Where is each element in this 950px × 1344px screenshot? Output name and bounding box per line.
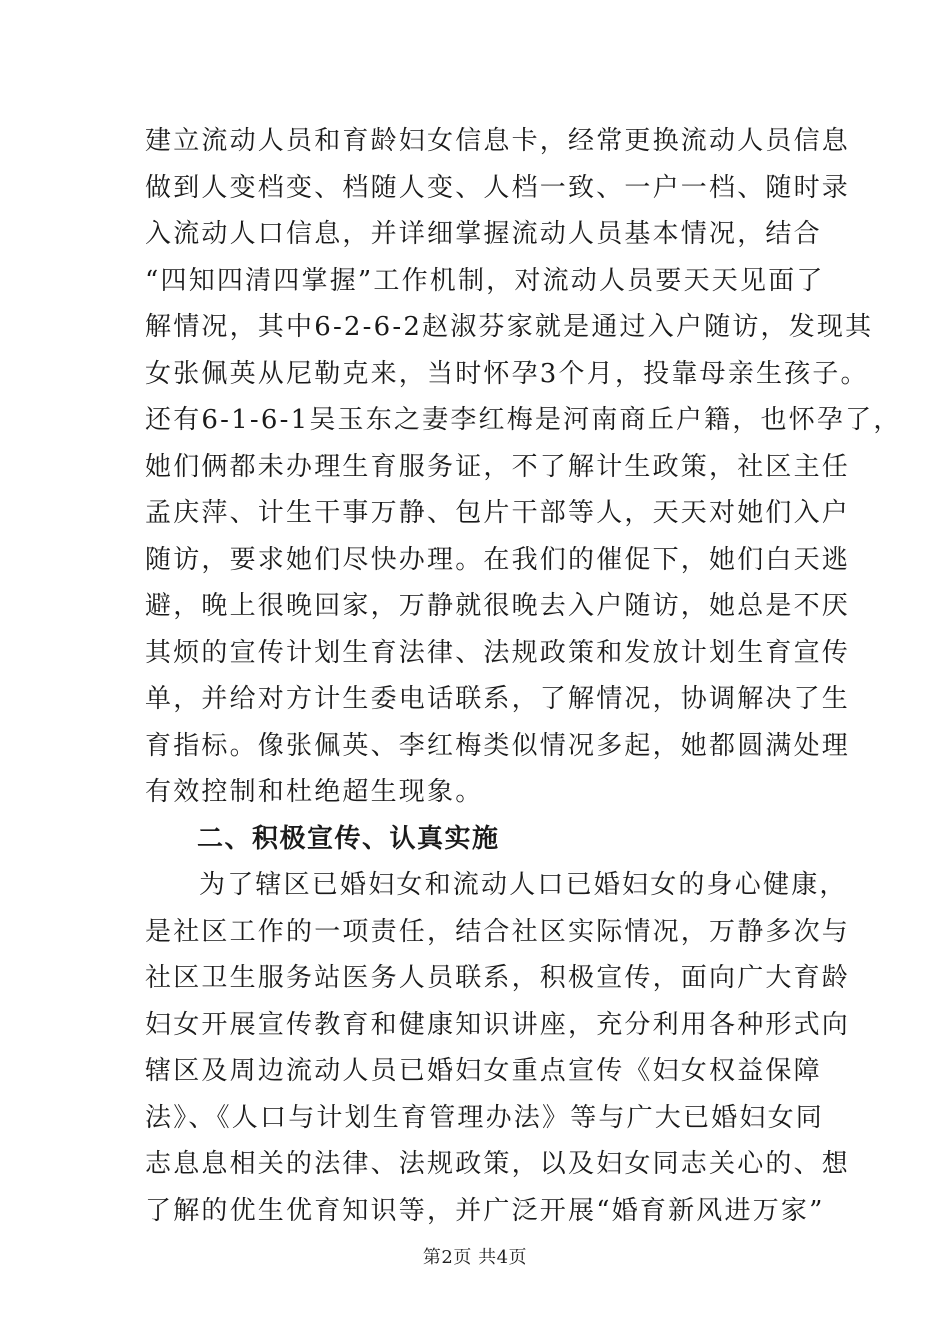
paragraph-line: 女张佩英从尼勒克来，当时怀孕3个月，投靠母亲生孩子。 bbox=[145, 358, 869, 389]
paragraph-line: 建立流动人员和育龄妇女信息卡，经常更换流动人员信息 bbox=[145, 126, 851, 156]
paragraph-line: 避，晚上很晚回家，万静就很晚去入户随访，她总是不厌 bbox=[145, 591, 851, 621]
paragraph-line: 孟庆萍、计生干事万静、包片干部等人，天天对她们入户 bbox=[145, 498, 851, 528]
paragraph-line: 单，并给对方计生委电话联系，了解情况，协调解决了生 bbox=[145, 684, 851, 714]
paragraph-line: 辖区及周边流动人员已婚妇女重点宣传《妇女权益保障 bbox=[145, 1056, 822, 1086]
paragraph-line: 法》、《人口与计划生育管理办法》等与广大已婚妇女同 bbox=[145, 1102, 825, 1133]
paragraph-line: 社区卫生服务站医务人员联系，积极宣传，面向广大育龄 bbox=[145, 963, 851, 993]
paragraph-line: 是社区工作的一项责任，结合社区实际情况，万静多次与 bbox=[145, 916, 851, 947]
paragraph-line: 有效控制和杜绝超生现象。 bbox=[145, 777, 484, 807]
section-heading: 二、积极宣传、认真实施 bbox=[197, 823, 500, 854]
paragraph-line: 育指标。像张佩英、李红梅类似情况多起，她都圆满处理 bbox=[145, 730, 851, 761]
paragraph-line: 她们俩都未办理生育服务证，不了解计生政策，社区主任 bbox=[145, 451, 851, 482]
paragraph-line: 妇女开展宣传教育和健康知识讲座，充分利用各种形式向 bbox=[145, 1009, 851, 1040]
paragraph-line: 随访，要求她们尽快办理。在我们的催促下，她们白天逃 bbox=[145, 544, 851, 575]
paragraph-line: 入流动人口信息，并详细掌握流动人员基本情况，结合 bbox=[145, 219, 822, 249]
paragraph-line: 为了辖区已婚妇女和流动人口已婚妇女的身心健康， bbox=[199, 870, 848, 900]
page-footer: 第2页 共4页 bbox=[422, 1247, 528, 1268]
paragraph-line: 其烦的宣传计划生育法律、法规政策和发放计划生育宣传 bbox=[145, 637, 851, 668]
paragraph-line: 做到人变档变、档随人变、人档一致、一户一档、随时录 bbox=[145, 172, 851, 203]
paragraph-line: 解情况，其中6-2-6-2赵淑芬家就是通过入户随访，发现其 bbox=[145, 312, 874, 342]
paragraph-line: 了解的优生优育知识等，并广泛开展“婚育新风进万家” bbox=[145, 1195, 825, 1226]
document-body bbox=[145, 118, 902, 1234]
paragraph-line: 志息息相关的法律、法规政策，以及妇女同志关心的、想 bbox=[145, 1149, 851, 1179]
paragraph-line: 还有6-1-6-1吴玉东之妻李红梅是河南商丘户籍，也怀孕了， bbox=[145, 405, 902, 435]
paragraph-line: “四知四清四掌握”工作机制，对流动人员要天天见面了 bbox=[145, 265, 825, 296]
